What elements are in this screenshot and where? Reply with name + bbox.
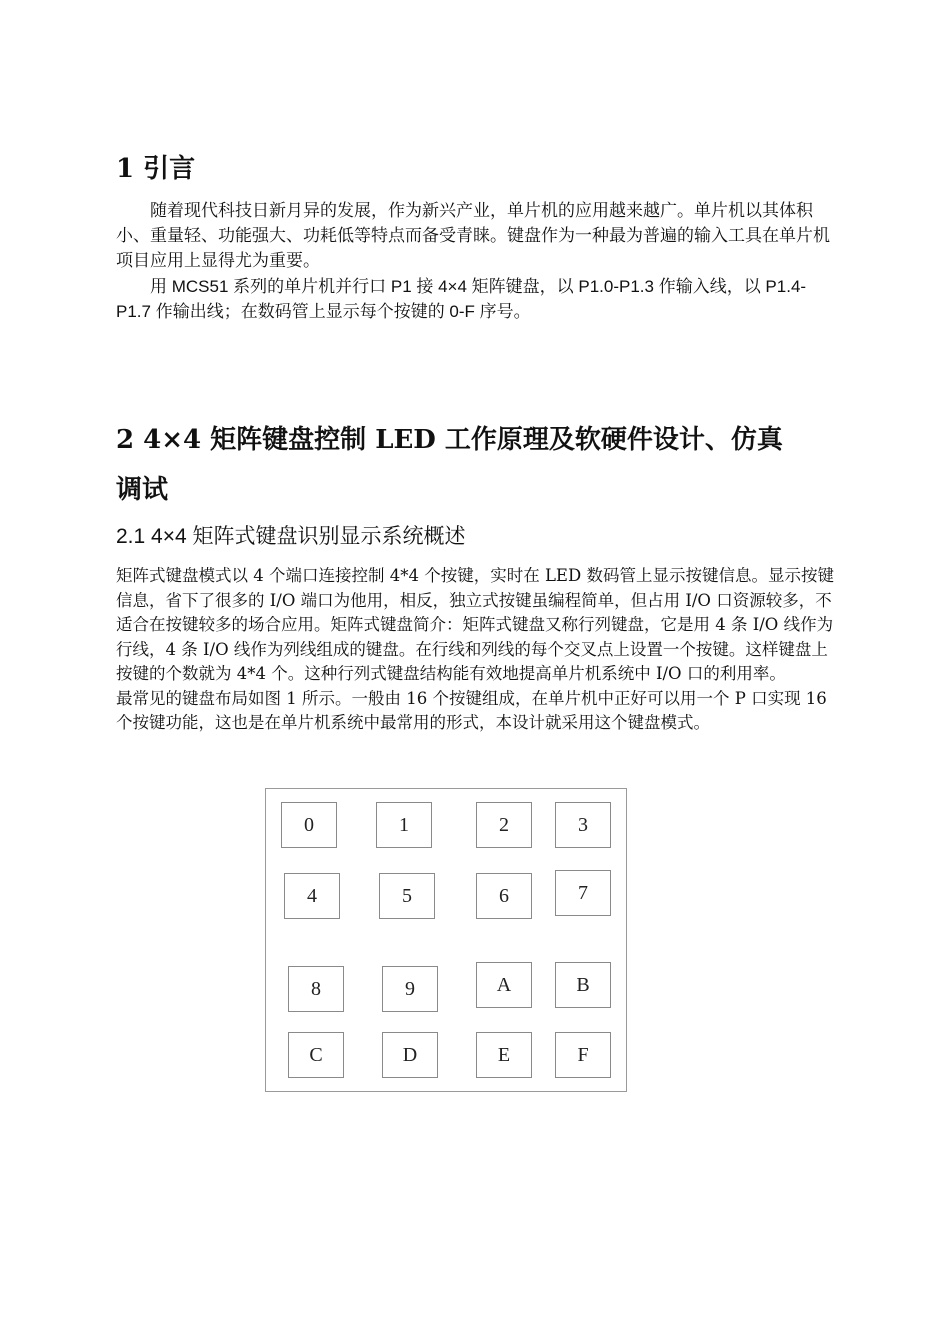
key-5: 5 bbox=[379, 873, 435, 919]
subsection-2-1-heading: 2.1 4×4 矩阵式键盘识别显示系统概述 bbox=[116, 525, 466, 548]
paragraph: 最常见的键盘布局如图 1 所示。一般由 16 个按键组成，在单片机中正好可以用一个 P 口实现 16 个按键功能，这也是在单片机系统中最常用的形式，本设计就采用这个键盘模式。 bbox=[116, 688, 827, 732]
key-0: 0 bbox=[281, 802, 337, 848]
key-e: E bbox=[476, 1032, 532, 1078]
paragraph: 随着现代科技日新月异的发展，作为新兴产业，单片机的应用越来越广。单片机以其体积小、重量轻、功能强大、功耗低等特点而备受青睐。键盘作为一种最为普遍的输入工具在单片机项目应用上显得尤为重要。 bbox=[116, 201, 830, 271]
key-f: F bbox=[555, 1032, 611, 1078]
key-d: D bbox=[382, 1032, 438, 1078]
section-2-body bbox=[116, 564, 836, 736]
key-b: B bbox=[555, 962, 611, 1008]
paragraph: 矩阵式键盘模式以 4 个端口连接控制 4*4 个按键，实时在 LED 数码管上显示按键信息。显示按键信息，省下了很多的 I/O 端口为他用，相反，独立式按键虽编程简单，但占用 I/O 口资源较多，不适合在按键较多的场合应用。矩阵式键盘简介：矩阵式键盘又称行列键盘，它是用 4 条 I/O 线作为行线，4 条 I/O 线作为列线组成的键盘。在行线和列线的每个交叉点上设置一个按键。这样键盘上按键的个数就为 4*4 个。这种行列式键盘结构能有效地提高单片机系统中 I/O 口的利用率。 bbox=[116, 566, 834, 683]
key-6: 6 bbox=[476, 873, 532, 919]
key-1: 1 bbox=[376, 802, 432, 848]
keypad-figure bbox=[265, 788, 627, 1092]
paragraph: 用 MCS51 系列的单片机并行口 P1 接 4×4 矩阵键盘，以 P1.0-P1.3 作输入线，以 P1.4-P1.7 作输出线；在数码管上显示每个按键的 0-F 序号。 bbox=[116, 277, 807, 321]
section-2-heading-line-2: 调试 bbox=[116, 475, 169, 505]
key-3: 3 bbox=[555, 802, 611, 848]
section-1-body bbox=[116, 199, 836, 324]
section-2-heading bbox=[116, 415, 783, 515]
key-8: 8 bbox=[288, 966, 344, 1012]
key-7: 7 bbox=[555, 870, 611, 916]
section-2-heading-line-1: 2 4×4 矩阵键盘控制 LED 工作原理及软硬件设计、仿真 bbox=[116, 425, 783, 455]
key-2: 2 bbox=[476, 802, 532, 848]
key-4: 4 bbox=[284, 873, 340, 919]
section-1-heading: 1 引言 bbox=[116, 154, 196, 184]
key-a: A bbox=[476, 962, 532, 1008]
key-9: 9 bbox=[382, 966, 438, 1012]
key-c: C bbox=[288, 1032, 344, 1078]
